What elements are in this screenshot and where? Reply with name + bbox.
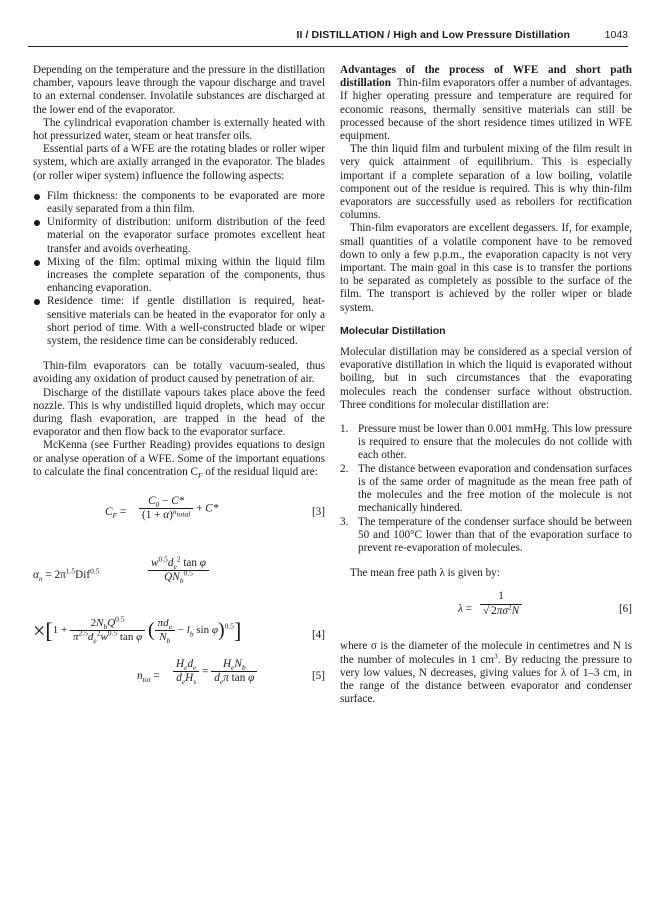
running-title: II / DISTILLATION / High and Low Pressure Distillation bbox=[296, 29, 570, 41]
header-rule bbox=[28, 46, 628, 47]
paragraph: The thin liquid film and turbulent mixing of the film result in very quick attainment of equilibrium. This is especially important if a complete separation of a low boiling, volatile component out of the residue is required. This is why thin-film evaporators are successfully used as reboilers for rectification columns. bbox=[340, 143, 632, 222]
section-heading: Molecular Distillation bbox=[340, 324, 446, 337]
paragraph: Discharge of the distillate vapours takes place above the feed nozzle. This is why undistilled liquid droplets, which may occur during flash evaporation, are trapped in the head of the evaporator and then flow back to the evaporator surface. bbox=[33, 386, 325, 439]
bullet-item: Uniformity of distribution: uniform distribution of the feed material on the evaporator surface promotes excellent heat transfer and avoids overheating. bbox=[33, 216, 325, 256]
subscript: F bbox=[197, 471, 203, 481]
list-text: The temperature of the condenser surface should be between 50 and 100°C lower than that of the evaporation surface to prevent re-evaporation of molecules. bbox=[358, 515, 632, 554]
list-number: 3. bbox=[340, 515, 349, 528]
text-run: McKenna (see Further Reading) provides equations to design or analyse operation of a WFE. Some of the important equations to calculate the final concentration C bbox=[33, 439, 325, 478]
bullet-item: Residence time: if gentle distillation is required, heat-sensitive materials can be heated in the evaporator for only a short period of time. With a well-constructed blade or wiper system, the residence time can be considerably reduced. bbox=[33, 295, 325, 348]
list-number: 1. bbox=[340, 423, 349, 436]
left-column bbox=[33, 64, 325, 702]
page-number: 1043 bbox=[604, 29, 628, 41]
equation-5: $n_{tot}$ = $\frac{H_ed_e}{d_eH_s}$ = $\frac{H_eN_b}{d_e\pi \tan \varphi}$ [5] bbox=[137, 658, 325, 687]
text-run: . By reducing the pressure to very low values, N decreases, giving values for λ of 1–3 cm, in the range of the distance between evaporator and condenser surface. bbox=[340, 653, 633, 706]
equation-3: $C_F$ = $\frac{C_0 - C*}{(1 + \alpha)^{n_{total}}}$ + C* [3] bbox=[105, 495, 325, 522]
paragraph: The cylindrical evaporation chamber is externally heated with hot pressurized water, steam or heat transfer oils. bbox=[33, 116, 325, 143]
text-run: Thin-film evaporators offer a number of advantages. If higher operating pressure and temperature are required for economic reasons, thermally sensitive materials can still be processed because of the short residence times utilized in WFE equipment. bbox=[340, 77, 632, 143]
list-text: The distance between evaporation and condensation surfaces is of the same order of magnitude as the mean free path of the molecules and the free motion of the molecule is not mechanically hindered. bbox=[358, 462, 632, 515]
paragraph: The mean free path λ is given by: bbox=[350, 567, 500, 580]
superscript: 3 bbox=[494, 650, 498, 660]
paragraph: Essential parts of a WFE are the rotating blades or roller wiper system, which are axially arranged in the evaporator. The blades (or roller wiper system) influence the following aspects: bbox=[33, 143, 325, 182]
list-item bbox=[340, 463, 632, 516]
list-text: Pressure must be lower than 0.001 mmHg. This low pressure is required to ensure that the molecules do not collide with each other. bbox=[358, 423, 632, 462]
run-in-heading: Advantages of the process of WFE and short path distillation bbox=[340, 64, 632, 90]
equation-label: [3] bbox=[311, 506, 325, 519]
bullet-list bbox=[33, 190, 325, 348]
equation-4: $\alpha_n = 2\pi^{1.5}Dif^{0.5}$ $\frac{w^{0.5}d_e^2 \tan \varphi}{QN_b^{0.5}}$ ×[1 + $\frac{2N_bQ^{0.5}}{\pi^{2.5}d_e^2w^{0.5} \tan \varphi}$ ( $\frac{\pi d_e}{N_b}$ − $l_b$ sin φ)$^{0.5}$] [4] bbox=[33, 554, 325, 646]
bullet-item: Mixing of the film: optimal mixing within the liquid film increases the complete separation of the components, thus enhancing evaporation. bbox=[33, 256, 325, 296]
bullet-item: Film thickness: the components to be evaporated are more easily separated from a thin film. bbox=[33, 190, 325, 216]
conditions-list bbox=[340, 423, 632, 555]
list-number: 2. bbox=[340, 462, 349, 475]
right-column bbox=[340, 64, 632, 706]
equation-6: λ = $\frac{1}{√ 2\pi\sigma^2N}$ [6] bbox=[458, 590, 632, 617]
paragraph: Molecular distillation may be considered as a special version of evaporative distillation in which the liquid is evaporated without boiling, but in such circumstances that the evaporating molecules reach the condenser surface without obstruction. Three conditions for molecular distillation are: bbox=[340, 346, 632, 411]
text-run: of the residual liquid are: bbox=[202, 465, 318, 478]
paragraph: Depending on the temperature and the pressure in the distillation chamber, vapours leave through the vapour discharge and travel to an external condenser. Involatile substances are discharged at the lower end of the evaporator. bbox=[33, 64, 325, 116]
equation-label: [4] bbox=[311, 629, 325, 642]
running-header bbox=[28, 29, 628, 43]
list-item bbox=[340, 423, 632, 463]
text-run: where σ is the diameter of the molecule in centimetres and N is the number of molecules in 1 cm bbox=[340, 640, 632, 666]
paragraph bbox=[340, 640, 632, 706]
equation-label: [6] bbox=[618, 603, 632, 616]
equation-label: [5] bbox=[311, 670, 325, 683]
paragraph: Thin-film evaporators can be totally vacuum-sealed, thus avoiding any oxidation of product caused by penetration of air. bbox=[33, 360, 325, 386]
list-item bbox=[340, 516, 632, 556]
paragraph bbox=[33, 439, 325, 479]
paragraph bbox=[340, 64, 632, 143]
paragraph: Thin-film evaporators are excellent degassers. If, for example, small quantities of a volatile component have to be removed down to only a few p.p.m., the evaporation capacity is not very important. The main goal in this case is to transfer the portions to be separated as completely as possible to the surface of the film. The transport is achieved by the roller wiper or blade system. bbox=[340, 222, 632, 314]
